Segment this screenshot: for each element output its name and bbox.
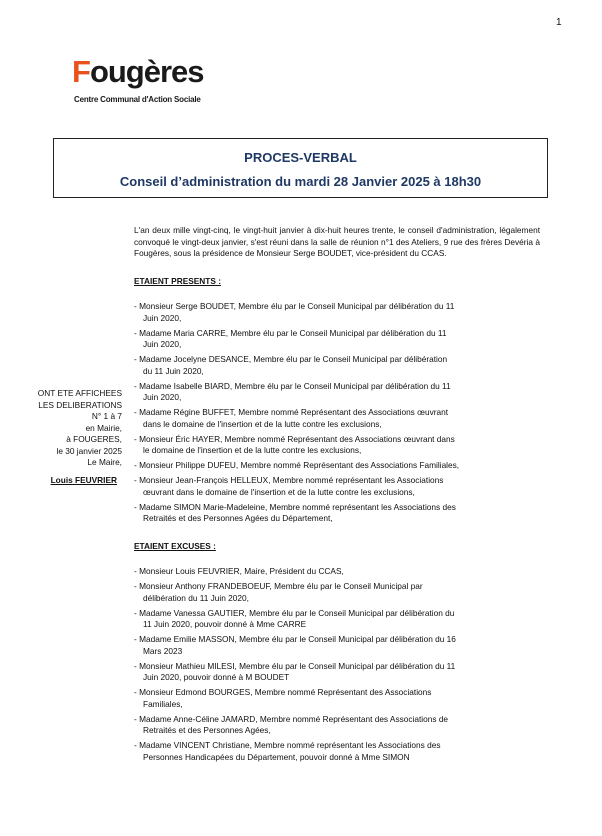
- list-item: [134, 381, 540, 404]
- list-item: [134, 661, 540, 684]
- presents-heading: ETAIENT PRESENTS :: [134, 275, 221, 286]
- member-line-cont: Juin 2020,: [143, 339, 182, 349]
- title-box: [53, 138, 548, 198]
- list-item: [134, 407, 540, 430]
- list-item: [134, 687, 540, 710]
- posting-note-line: ONT ETE AFFICHEES: [37, 388, 122, 398]
- member-line: - Madame SIMON Marie-Madeleine, Membre nommé représentant les Associations des: [134, 501, 456, 512]
- member-line: - Monsieur Mathieu MILESI, Membre élu par le Conseil Municipal par délibération du 11: [134, 660, 456, 671]
- member-line: - Madame Emilie MASSON, Membre élu par le Conseil Municipal par délibération du 16: [134, 634, 456, 644]
- member-line: - Monsieur Anthony FRANDEBOEUF, Membre élu par le Conseil Municipal par: [134, 581, 423, 591]
- member-line-cont: du 11 Juin 2020,: [143, 365, 204, 376]
- member-line: - Monsieur Edmond BOURGES, Membre nommé Représentant des Associations: [134, 687, 432, 697]
- member-line-cont: Mars 2023: [143, 645, 183, 656]
- presents-list: [134, 301, 540, 525]
- list-item: [134, 634, 540, 657]
- intro-paragraph: L'an deux mille vingt-cinq, le vingt-huit janvier à dix-huit heures trente, le conseil d'administration, légalement convoqué le vingt-deux janvier, s'est réuni dans la salle de réunion n°1 des Ateliers, 9 rue des frères Devéria à Fougères, sous la présidence de Monsieur Serge BOUDET, vice-président du CCAS.: [134, 225, 540, 258]
- list-item: [134, 475, 540, 498]
- posting-note-line: le 30 janvier 2025: [56, 445, 122, 456]
- posting-note: [22, 388, 122, 469]
- member-line-cont: dans le domaine de l'insertion et de la lutte contre les exclusions,: [143, 418, 382, 429]
- posting-note-line: N° 1 à 7: [91, 411, 122, 421]
- member-line-cont: Juin 2020,: [143, 312, 182, 323]
- member-line: - Monsieur Serge BOUDET, Membre élu par le Conseil Municipal par délibération du 11: [134, 301, 455, 311]
- list-item: [134, 434, 540, 457]
- posting-note-line: LES DELIBERATIONS: [38, 399, 122, 410]
- member-line-cont: Retraités et des Personnes Agées,: [143, 725, 271, 735]
- member-line: - Madame Isabelle BIARD, Membre élu par le Conseil Municipal par délibération du 11: [134, 380, 451, 391]
- member-line: - Madame Maria CARRE, Membre élu par le Conseil Municipal par délibération du 11: [134, 327, 447, 338]
- member-line: - Monsieur Jean-François HELLEUX, Membre nommé représentant les Associations: [134, 475, 444, 485]
- posting-note-line: en Mairie,: [85, 422, 122, 433]
- list-item: [134, 566, 540, 578]
- member-line-cont: le domaine de l'insertion et de la lutte contre les exclusions,: [143, 445, 362, 455]
- member-line: - Madame Vanessa GAUTIER, Membre élu par le Conseil Municipal par délibération du: [134, 607, 455, 618]
- logo-wordmark: [72, 50, 204, 94]
- list-item: [134, 581, 540, 604]
- list-item: [134, 502, 540, 525]
- list-item: [134, 460, 540, 472]
- member-line: - Monsieur Éric HAYER, Membre nommé Représentant des Associations œuvrant dans: [134, 433, 455, 444]
- member-line-cont: Familiales,: [143, 698, 183, 709]
- fougeres-logo: [72, 50, 232, 110]
- page-number: 1: [556, 17, 562, 28]
- member-line: - Monsieur Louis FEUVRIER, Maire, Président du CCAS,: [134, 566, 344, 576]
- list-item: [134, 740, 540, 763]
- document-title: PROCES-VERBAL: [244, 150, 357, 165]
- member-line: - Madame Jocelyne DESANCE, Membre élu par le Conseil Municipal par délibération: [134, 354, 448, 364]
- member-line: - Madame Régine BUFFET, Membre nommé Représentant des Associations œuvrant: [134, 407, 449, 417]
- posting-note-line: à FOUGERES,: [66, 434, 122, 444]
- member-line-cont: 11 Juin 2020, pouvoir donné à Mme CARRE: [143, 619, 307, 629]
- list-item: [134, 714, 540, 737]
- logo-initial: F: [72, 54, 90, 89]
- list-item: [134, 301, 540, 324]
- member-line-cont: Juin 2020, pouvoir donné à M BOUDET: [143, 672, 290, 682]
- member-line: - Madame VINCENT Christiane, Membre nommé représentant les Associations des: [134, 740, 441, 750]
- logo-subtitle: Centre Communal d'Action Sociale: [74, 95, 201, 104]
- excuses-list: [134, 566, 540, 763]
- member-line-cont: œuvrant dans le domaine de l'insertion et de la lutte contre les exclusions,: [143, 486, 415, 497]
- list-item: [134, 608, 540, 631]
- excuses-heading: ETAIENT EXCUSES :: [134, 540, 216, 551]
- member-line-cont: Juin 2020,: [143, 392, 182, 402]
- member-line-cont: Personnes Handicapées du Département, pouvoir donné à Mme SIMON: [143, 751, 410, 762]
- meeting-title: Conseil d’administration du mardi 28 Janvier 2025 à 18h30: [119, 174, 482, 189]
- member-line-cont: Retraités et des Personnes Agées du Département,: [143, 513, 333, 523]
- logo-word-rest: ougères: [89, 54, 204, 89]
- main-content: [134, 225, 540, 767]
- member-line: - Madame Anne-Céline JAMARD, Membre nommé Représentant des Associations de: [134, 713, 449, 724]
- posting-note-line: Le Maire,: [87, 457, 122, 467]
- list-item: [134, 328, 540, 351]
- member-line: - Monsieur Philippe DUFEU, Membre nommé Représentant des Associations Familiales,: [134, 460, 460, 470]
- member-line-cont: délibération du 11 Juin 2020,: [143, 592, 249, 603]
- signatory-name: Louis FEUVRIER: [50, 475, 117, 485]
- list-item: [134, 354, 540, 377]
